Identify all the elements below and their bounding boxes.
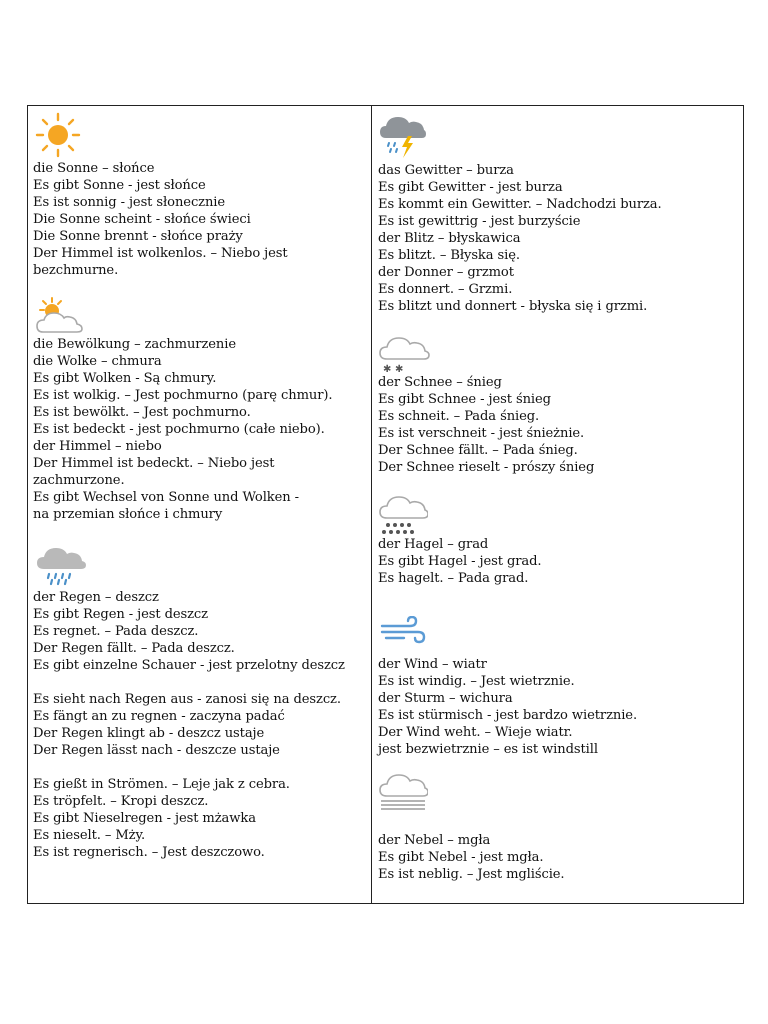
vocab-line: Es gibt Sonne - jest słońce [33,178,206,193]
vocab-line: Der Schnee rieselt - prószy śnieg [378,460,595,475]
vocab-line: Es ist bedeckt - jest pochmurno (całe niebo). [33,422,325,437]
vocab-line: Die Sonne scheint - słońce świeci [33,212,251,227]
hail-cloud-icon [378,494,428,536]
vocab-line: Es ist sonnig - jest słonecznie [33,195,226,210]
wind-icon [380,616,426,646]
fog-section [378,774,738,883]
vocab-line: Es gibt einzelne Schauer - jest przelotny deszcz [33,658,345,673]
vocab-line: Es ist bewölkt. – Jest pochmurno. [33,405,251,420]
snow-section [378,333,738,476]
vocab-line: Es gibt Schnee - jest śnieg [378,392,551,407]
wind-section [378,616,738,758]
sun-icon [35,112,81,158]
vocab-line: die Sonne – słońce [33,161,155,176]
vocab-line: der Regen – deszcz [33,590,159,605]
vocab-line: Es gibt Wechsel von Sonne und Wolken - [33,490,299,505]
vocab-line: Es ist gewittrig - jest burzyście [378,214,581,229]
vocab-line: Der Regen klingt ab - deszcz ustaje [33,726,265,741]
svg-text:✱: ✱ [395,364,404,373]
vocab-line: Es nieselt. – Mży. [33,828,146,843]
column-divider [371,106,372,903]
vocab-line: das Gewitter – burza [378,163,514,178]
vocab-line: zachmurzone. [33,473,125,488]
fog-lines [378,832,738,883]
vocab-line: Der Schnee fällt. – Pada śnieg. [378,443,578,458]
wind-lines [378,656,738,758]
clouds-lines [33,336,369,523]
vocab-line: Der Regen fällt. – Pada deszcz. [33,641,235,656]
vocab-line: der Schnee – śnieg [378,375,502,390]
hail-section [378,494,738,587]
vocab-line: der Hagel – grad [378,537,489,552]
vocab-line: die Bewölkung – zachmurzenie [33,337,236,352]
vocab-line: Der Regen lässt nach - deszcze ustaje [33,743,280,758]
vocab-line: die Wolke – chmura [33,354,162,369]
vocab-line: der Nebel – mgła [378,833,491,848]
sun-lines [33,160,369,279]
vocab-line: Es ist windig. – Jest wietrznie. [378,674,575,689]
vocab-line: Es ist regnerisch. – Jest deszczowo. [33,845,265,860]
vocab-line: Es gibt Wolken - Są chmury. [33,371,217,386]
vocab-line: Der Wind weht. – Wieje wiatr. [378,725,573,740]
vocab-line: Es sieht nach Regen aus - zanosi się na deszcz. [33,692,341,707]
storm-lines [378,162,738,315]
snow-cloud-icon [378,333,430,373]
vocab-line: Der Himmel ist wolkenlos. – Niebo jest [33,246,288,261]
partly-cloudy-icon [35,296,85,336]
vocab-line: der Sturm – wichura [378,691,513,706]
sun-section [33,112,369,279]
vocab-line: Es ist stürmisch - jest bardzo wietrznie. [378,708,638,723]
vocab-line: Es gibt Nieselregen - jest mżawka [33,811,256,826]
vocab-line: Es kommt ein Gewitter. – Nadchodzi burza. [378,197,662,212]
vocab-line: Die Sonne brennt - słońce praży [33,229,243,244]
vocab-line: Es regnet. – Pada deszcz. [33,624,199,639]
thunderstorm-icon [378,112,426,160]
vocab-line: Es ist neblig. – Jest mgliście. [378,867,565,882]
rain-lines [33,589,369,861]
vocab-line: der Himmel – niebo [33,439,162,454]
storm-section [378,112,738,315]
clouds-section [33,296,369,523]
vocab-line: Der Himmel ist bedeckt. – Niebo jest [33,456,275,471]
vocab-line: Es gibt Hagel - jest grad. [378,554,542,569]
vocab-line: na przemian słońce i chmury [33,507,223,522]
vocab-line: der Wind – wiatr [378,657,487,672]
svg-text:✱: ✱ [383,364,392,373]
vocab-line: Es ist verschneit - jest śnieżnie. [378,426,585,441]
vocab-line: Es gibt Gewitter - jest burza [378,180,563,195]
vocabulary-table [27,105,744,904]
vocab-line: Es blitzt. – Błyska się. [378,248,520,263]
vocab-line: Es hagelt. – Pada grad. [378,571,529,586]
vocab-line: der Donner – grzmot [378,265,514,280]
vocab-line: Es gießt in Strömen. – Leje jak z cebra. [33,777,290,792]
vocab-line: Es fängt an zu regnen - zaczyna padać [33,709,285,724]
fog-cloud-icon [378,774,428,814]
vocab-line: Es schneit. – Pada śnieg. [378,409,540,424]
vocab-line: Es ist wolkig. – Jest pochmurno (parę chmur). [33,388,333,403]
hail-lines [378,536,738,587]
vocab-line: Es blitzt und donnert - błyska się i grzmi. [378,299,648,314]
vocab-line: jest bezwietrznie – es ist windstill [378,742,598,757]
vocab-line: Es donnert. – Grzmi. [378,282,513,297]
vocab-line: Es gibt Nebel - jest mgła. [378,850,544,865]
vocab-line: der Blitz – błyskawica [378,231,521,246]
vocab-line: Es tröpfelt. – Kropi deszcz. [33,794,209,809]
snow-lines [378,374,738,476]
vocab-line: bezchmurne. [33,263,119,278]
rain-cloud-icon [35,543,87,587]
vocab-line: Es gibt Regen - jest deszcz [33,607,208,622]
rain-section [33,543,369,861]
